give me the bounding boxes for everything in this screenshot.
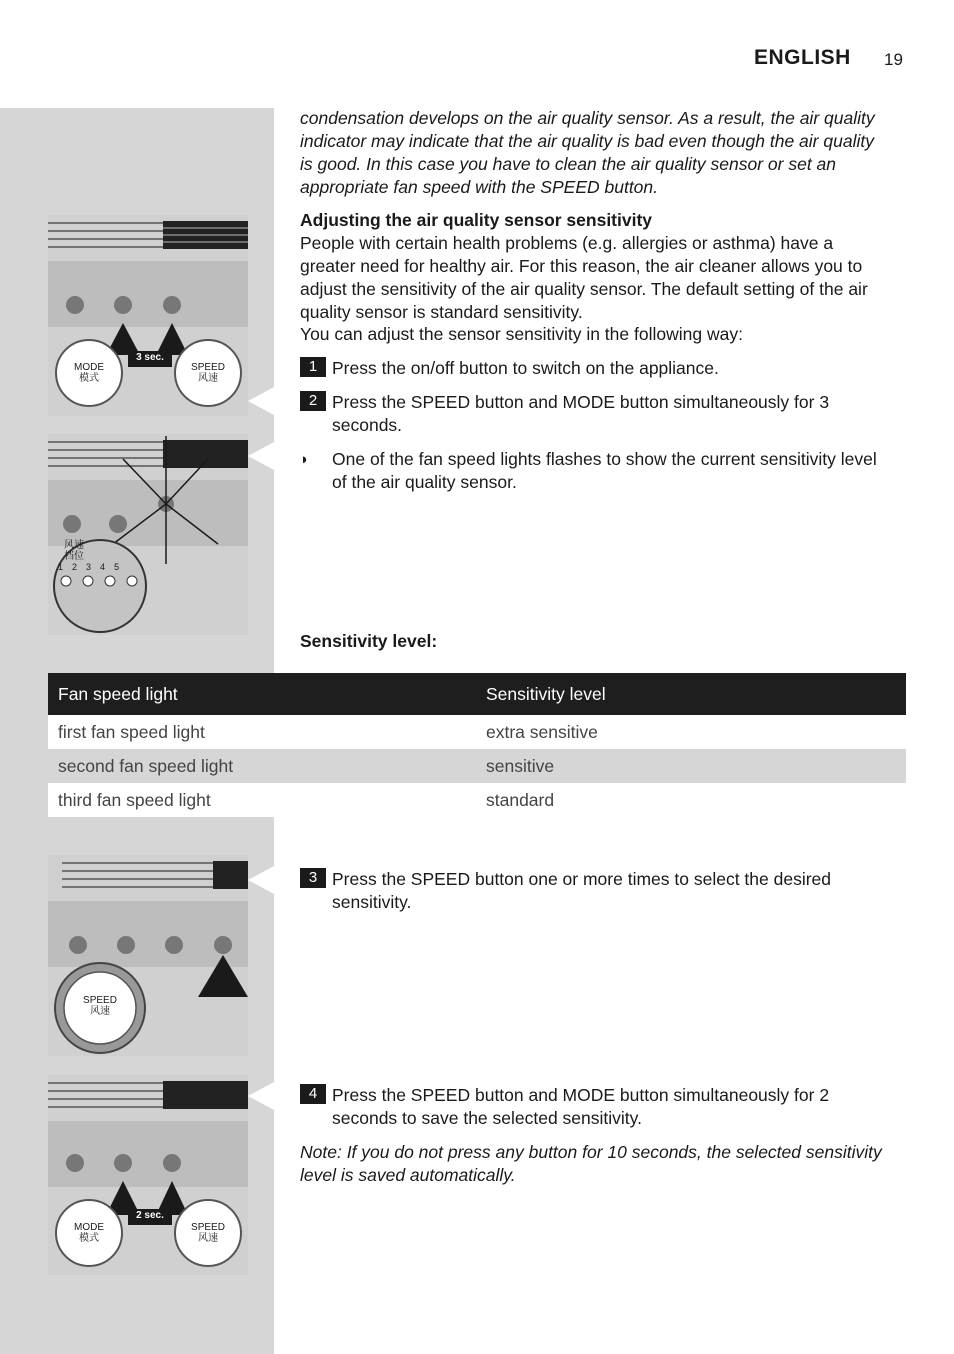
step-2: [300, 391, 890, 437]
table-cell: standard: [476, 783, 906, 817]
step-4: [300, 1084, 890, 1130]
figure-press-speed: [48, 855, 248, 1056]
table-cell: extra sensitive: [476, 715, 906, 749]
bullet-icon: ◗: [300, 451, 310, 468]
note: Note: If you do not press any button for 10 seconds, the selected sensitivity level is saved automatically.: [300, 1142, 882, 1185]
intro-paragraph: condensation develops on the air quality sensor. As a result, the air quality indicator may indicate that the air quality is bad even though the air quality is good. In this case you have to clean the air quality sensor or set an appropriate fan speed with the SPEED button.: [300, 108, 875, 197]
figure-press-mode-speed-2sec: [48, 1075, 248, 1275]
figure-press-mode-speed-3sec: [48, 215, 248, 416]
step-text: Press the on/off button to switch on the appliance.: [332, 358, 719, 378]
mode-cn-label: 模式: [79, 373, 99, 384]
step-number: 4: [300, 1084, 326, 1104]
section-body: People with certain health problems (e.g. allergies or asthma) have a greater need for healthy air. For this reason, the air cleaner allows you to adjust the sensitivity of the air quality sensor. The default setting of the air quality sensor is standard sensitivity.: [300, 233, 868, 322]
step-number: 2: [300, 391, 326, 411]
page-number: 19: [884, 50, 903, 69]
sensitivity-heading: Sensitivity level:: [300, 631, 438, 651]
mode-label: MODE: [74, 1222, 104, 1233]
figure-pointer: [248, 866, 274, 894]
figure-pointer: [248, 387, 274, 415]
speed-number: 5: [114, 562, 120, 572]
table-row: [48, 715, 906, 749]
table-cell: second fan speed light: [48, 749, 476, 783]
result-text: One of the fan speed lights flashes to show the current sensitivity level of the air quality sensor.: [332, 449, 877, 492]
sensitivity-table: [48, 673, 906, 817]
duration-label: 3 sec.: [136, 352, 164, 363]
speed-number: 4: [100, 562, 106, 572]
table-header-row: [48, 673, 906, 715]
table-cell: third fan speed light: [48, 783, 476, 817]
fan-speed-cn-label: 风速: [64, 540, 84, 551]
speed-number: 2: [72, 562, 78, 572]
figure-pointer: [248, 442, 274, 470]
section-heading: Adjusting the air quality sensor sensitivity: [300, 210, 653, 230]
speed-label: SPEED: [83, 995, 117, 1006]
speed-cn-label: 风速: [90, 1006, 110, 1017]
step-number: 3: [300, 868, 326, 888]
table-header: Sensitivity level: [476, 673, 906, 715]
section-body-2: You can adjust the sensor sensitivity in the following way:: [300, 324, 743, 344]
speed-cn-label: 风速: [198, 1233, 218, 1244]
step-3: [300, 868, 890, 914]
step-1: [300, 357, 890, 380]
table-row: [48, 783, 906, 817]
duration-label: 2 sec.: [136, 1210, 164, 1221]
speed-cn-label: 风速: [198, 373, 218, 384]
language-heading: ENGLISH: [754, 46, 851, 69]
figure-pointer: [248, 1082, 274, 1110]
speed-number: 1: [58, 562, 64, 572]
step-text: Press the SPEED button one or more times to select the desired sensitivity.: [332, 869, 831, 912]
speed-label: SPEED: [191, 1222, 225, 1233]
step-number: 1: [300, 357, 326, 377]
mode-label: MODE: [74, 362, 104, 373]
figure-fan-lights-flash: [48, 434, 248, 635]
result-bullet: [300, 448, 890, 494]
table-cell: sensitive: [476, 749, 906, 783]
speed-number: 3: [86, 562, 92, 572]
mode-cn-label: 模式: [79, 1233, 99, 1244]
speed-label: SPEED: [191, 362, 225, 373]
step-text: Press the SPEED button and MODE button simultaneously for 3 seconds.: [332, 392, 830, 435]
fan-level-cn-label: 档位: [64, 551, 84, 562]
table-header: Fan speed light: [48, 673, 476, 715]
step-text: Press the SPEED button and MODE button simultaneously for 2 seconds to save the selected sensitivity.: [332, 1085, 830, 1128]
table-cell: first fan speed light: [48, 715, 476, 749]
table-row: [48, 749, 906, 783]
